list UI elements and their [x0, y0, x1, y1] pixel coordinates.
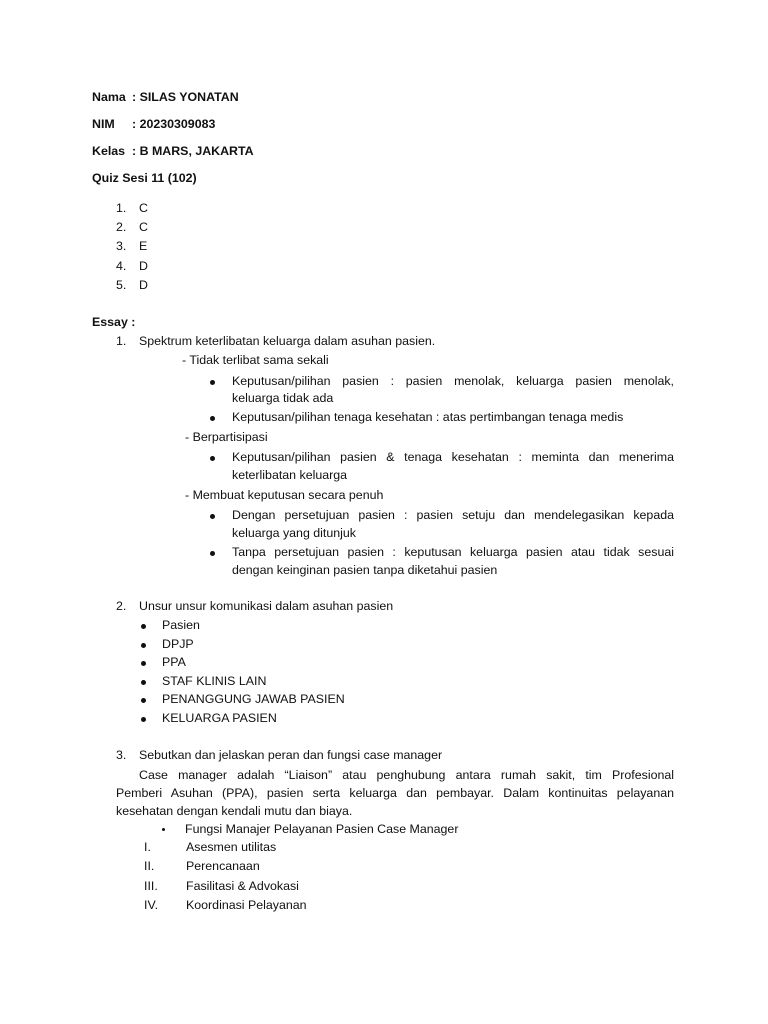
roman-item: Perencanaan [186, 859, 260, 873]
quiz-answer-number: 2. [116, 220, 127, 234]
bullet-text: Dengan persetujuan pasien : pasien setuju dan mendelegasikan kepada [232, 508, 674, 522]
bullet-text: keterlibatan keluarga [232, 468, 348, 482]
quiz-answer: E [139, 239, 148, 253]
essay-question-1: Spektrum keterlibatan keluarga dalam asuhan pasien. [139, 334, 436, 348]
bullet-icon [141, 680, 146, 685]
group-title-tidak-terlibat: - Tidak terlibat sama sekali [182, 353, 329, 367]
bullet-icon [162, 828, 165, 831]
roman-item: Koordinasi Pelayanan [186, 898, 307, 912]
list-item: Pasien [162, 618, 200, 632]
bullet-text: Keputusan/pilihan pasien : pasien menolak, keluarga pasien menolak, [232, 374, 674, 388]
roman-number: IV. [144, 898, 159, 912]
list-item: PENANGGUNG JAWAB PASIEN [162, 692, 345, 706]
essay-question-number: 2. [116, 599, 127, 613]
nama-value: : SILAS YONATAN [132, 90, 239, 104]
kelas-value: : B MARS, JAKARTA [132, 144, 254, 158]
roman-number: I. [144, 840, 151, 854]
nama-label: Nama [92, 90, 126, 104]
paragraph-line: Pemberi Asuhan (PPA), pasien serta keluarga dan pembayar. Dalam kontinuitas pelayanan [116, 786, 674, 800]
bullet-text: keluarga yang ditunjuk [232, 526, 356, 540]
bullet-icon [141, 643, 146, 648]
bullet-icon [210, 416, 215, 421]
bullet-text: Tanpa persetujuan pasien : keputusan keluarga pasien atau tidak sesuai [232, 545, 674, 559]
list-item: KELUARGA PASIEN [162, 711, 277, 725]
list-item: PPA [162, 655, 186, 669]
quiz-answer-number: 4. [116, 259, 127, 273]
group-title-berpartisipasi: - Berpartisipasi [185, 430, 268, 444]
essay-question-3: Sebutkan dan jelaskan peran dan fungsi case manager [139, 748, 443, 762]
quiz-answer: C [139, 201, 148, 215]
bullet-icon [141, 624, 146, 629]
quiz-answer-number: 3. [116, 239, 127, 253]
bullet-text: keluarga tidak ada [232, 391, 334, 405]
list-item: STAF KLINIS LAIN [162, 674, 267, 688]
essay-question-number: 1. [116, 334, 127, 348]
bullet-icon [141, 717, 146, 722]
quiz-answer: D [139, 278, 148, 292]
roman-item: Asesmen utilitas [186, 840, 277, 854]
roman-number: II. [144, 859, 155, 873]
quiz-answer: D [139, 259, 148, 273]
group-title-membuat-keputusan: - Membuat keputusan secara penuh [185, 488, 384, 502]
nim-value: : 20230309083 [132, 117, 216, 131]
bullet-icon [210, 456, 215, 461]
quiz-answer-number: 5. [116, 278, 127, 292]
paragraph-line: kesehatan dengan kendali mutu dan biaya. [116, 804, 353, 818]
quiz-title: Quiz Sesi 11 (102) [92, 171, 197, 185]
quiz-answer: C [139, 220, 148, 234]
bullet-icon [141, 661, 146, 666]
roman-number: III. [144, 879, 158, 893]
kelas-label: Kelas [92, 144, 126, 158]
bullet-text: dengan keinginan pasien tanpa diketahui pasien [232, 563, 498, 577]
nim-label: NIM [92, 117, 115, 131]
essay-question-2: Unsur unsur komunikasi dalam asuhan pasien [139, 599, 394, 613]
bullet-icon [141, 698, 146, 703]
bullet-text: Keputusan/pilihan pasien & tenaga kesehatan : meminta dan menerima [232, 450, 674, 464]
essay-question-number: 3. [116, 748, 127, 762]
paragraph-line: Case manager adalah “Liaison” atau penghubung antara rumah sakit, tim Profesional [139, 768, 674, 782]
essay-title: Essay : [92, 315, 136, 329]
bullet-icon [210, 551, 215, 556]
bullet-icon [210, 380, 215, 385]
roman-item: Fasilitasi & Advokasi [186, 879, 299, 893]
bullet-text: Keputusan/pilihan tenaga kesehatan : atas pertimbangan tenaga medis [232, 410, 624, 424]
quiz-answer-number: 1. [116, 201, 127, 215]
list-item: DPJP [162, 637, 194, 651]
sub-title: Fungsi Manajer Pelayanan Pasien Case Manager [185, 822, 459, 836]
bullet-icon [210, 514, 215, 519]
